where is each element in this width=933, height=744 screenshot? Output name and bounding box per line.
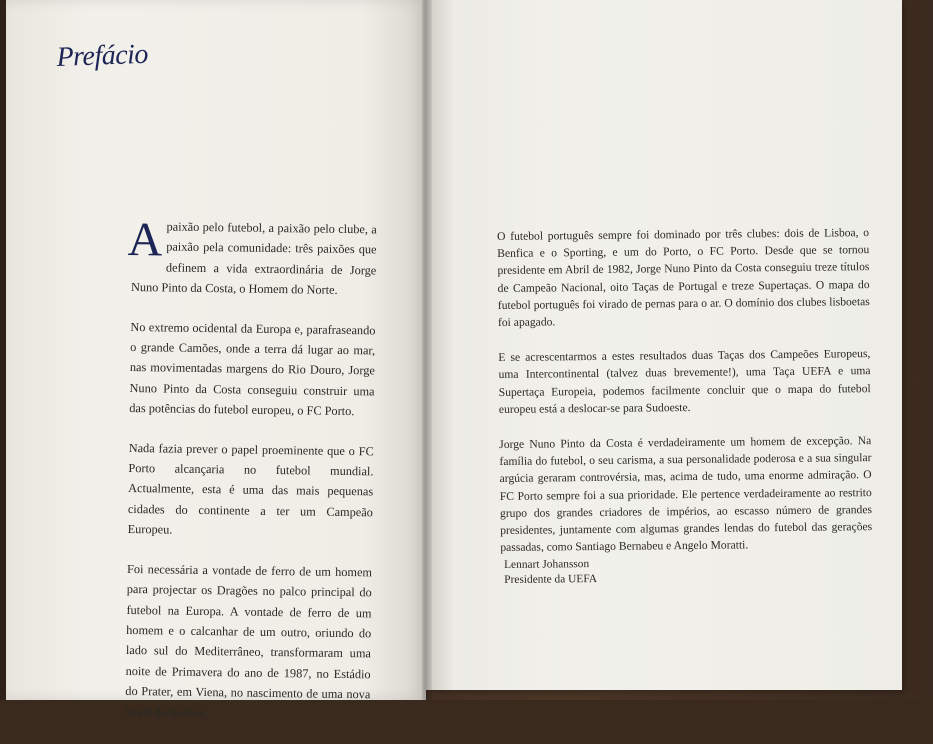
- paragraph-1: [127, 212, 377, 301]
- paragraph-7: Jorge Nuno Pinto da Costa é verdadeiramente um homem de excepção. Na família do futebol, o seu carisma, a sua personalidade poderosa e a sua singular argúcia geraram controvérsia, mas, acima de tudo, uma enorme admiração. O FC Porto sempre foi a sua prioridade. Ele pertence verdadeiramente ao restrito grupo dos grandes criadores de impérios, ao escasso número de grandes presidentes, juntamente com algumas grandes lendas do futebol das gerações passadas, como Santiago Bernabeu e Angelo Moratti.: [499, 434, 873, 555]
- paragraph-2: No extremo ocidental da Europa e, parafraseando o grande Camões, onde a terra dá lugar ao mar, nas movimentadas margens do Rio Douro, Jorge Nuno Pinto da Costa conseguiu construir uma das potências do futebol europeu, o FC Porto.: [129, 319, 376, 419]
- signature-name: Lennart Johansson: [504, 558, 590, 571]
- book-spine: [422, 0, 432, 700]
- signature-role: Presidente da UEFA: [504, 573, 598, 586]
- paragraph-5: O futebol português sempre foi dominado por três clubes: dois de Lisboa, o Benfica e o Sporting, e um do Porto, o FC Porto. Desde que se tornou presidente em Abril de 1982, Jorge Nuno Pinto da Costa conseguiu treze títulos de Campeão Nacional, oito Taças de Portugal e treze Supertaças. O mapa do futebol português foi virado de pernas para o ar. O domínio dos clubes lisboetas foi apagado.: [497, 226, 870, 330]
- page-title: Prefácio: [56, 38, 149, 73]
- paragraph-4: Foi necessária a vontade de ferro de um homem para projectar os Dragões no palco principal do futebol na Europa. A vontade de ferro de um homem e o calcanhar de um outro, oriundo do lado sul do Mediterrâneo, transformaram uma noite de Primavera do ano de 1987, no Estádio do Prater, em Viena, no nascimento de uma nova lenda do futebol.: [124, 561, 373, 720]
- paragraph-6: E se acrescentarmos a estes resultados duas Taças dos Campeões Europeus, uma Intercontinental (talvez duas brevemente!), uma Taça UEFA e uma Supertaça Europeia, podemos facilmente concluir que o mapa do futebol europeu está a deslocar-se para Sudoeste.: [498, 347, 871, 416]
- drop-cap: A: [127, 212, 163, 267]
- paragraph-3: Nada fazia prever o papel proeminente que o FC Porto alcançaria no futebol mundial. Actualmente, esta é uma das mais pequenas cidades do continente a ter um Campeão Europeu.: [127, 440, 374, 537]
- signature-block: [504, 557, 597, 588]
- right-text-column: [497, 224, 873, 574]
- paragraph-1-text: paixão pelo futebol, a paixão pelo clube, a paixão pela comunidade: três paixões que definem a vida extraordinária de Jorge Nuno Pinto da Costa, o Homem do Norte.: [130, 219, 377, 298]
- left-text-column: [124, 212, 377, 744]
